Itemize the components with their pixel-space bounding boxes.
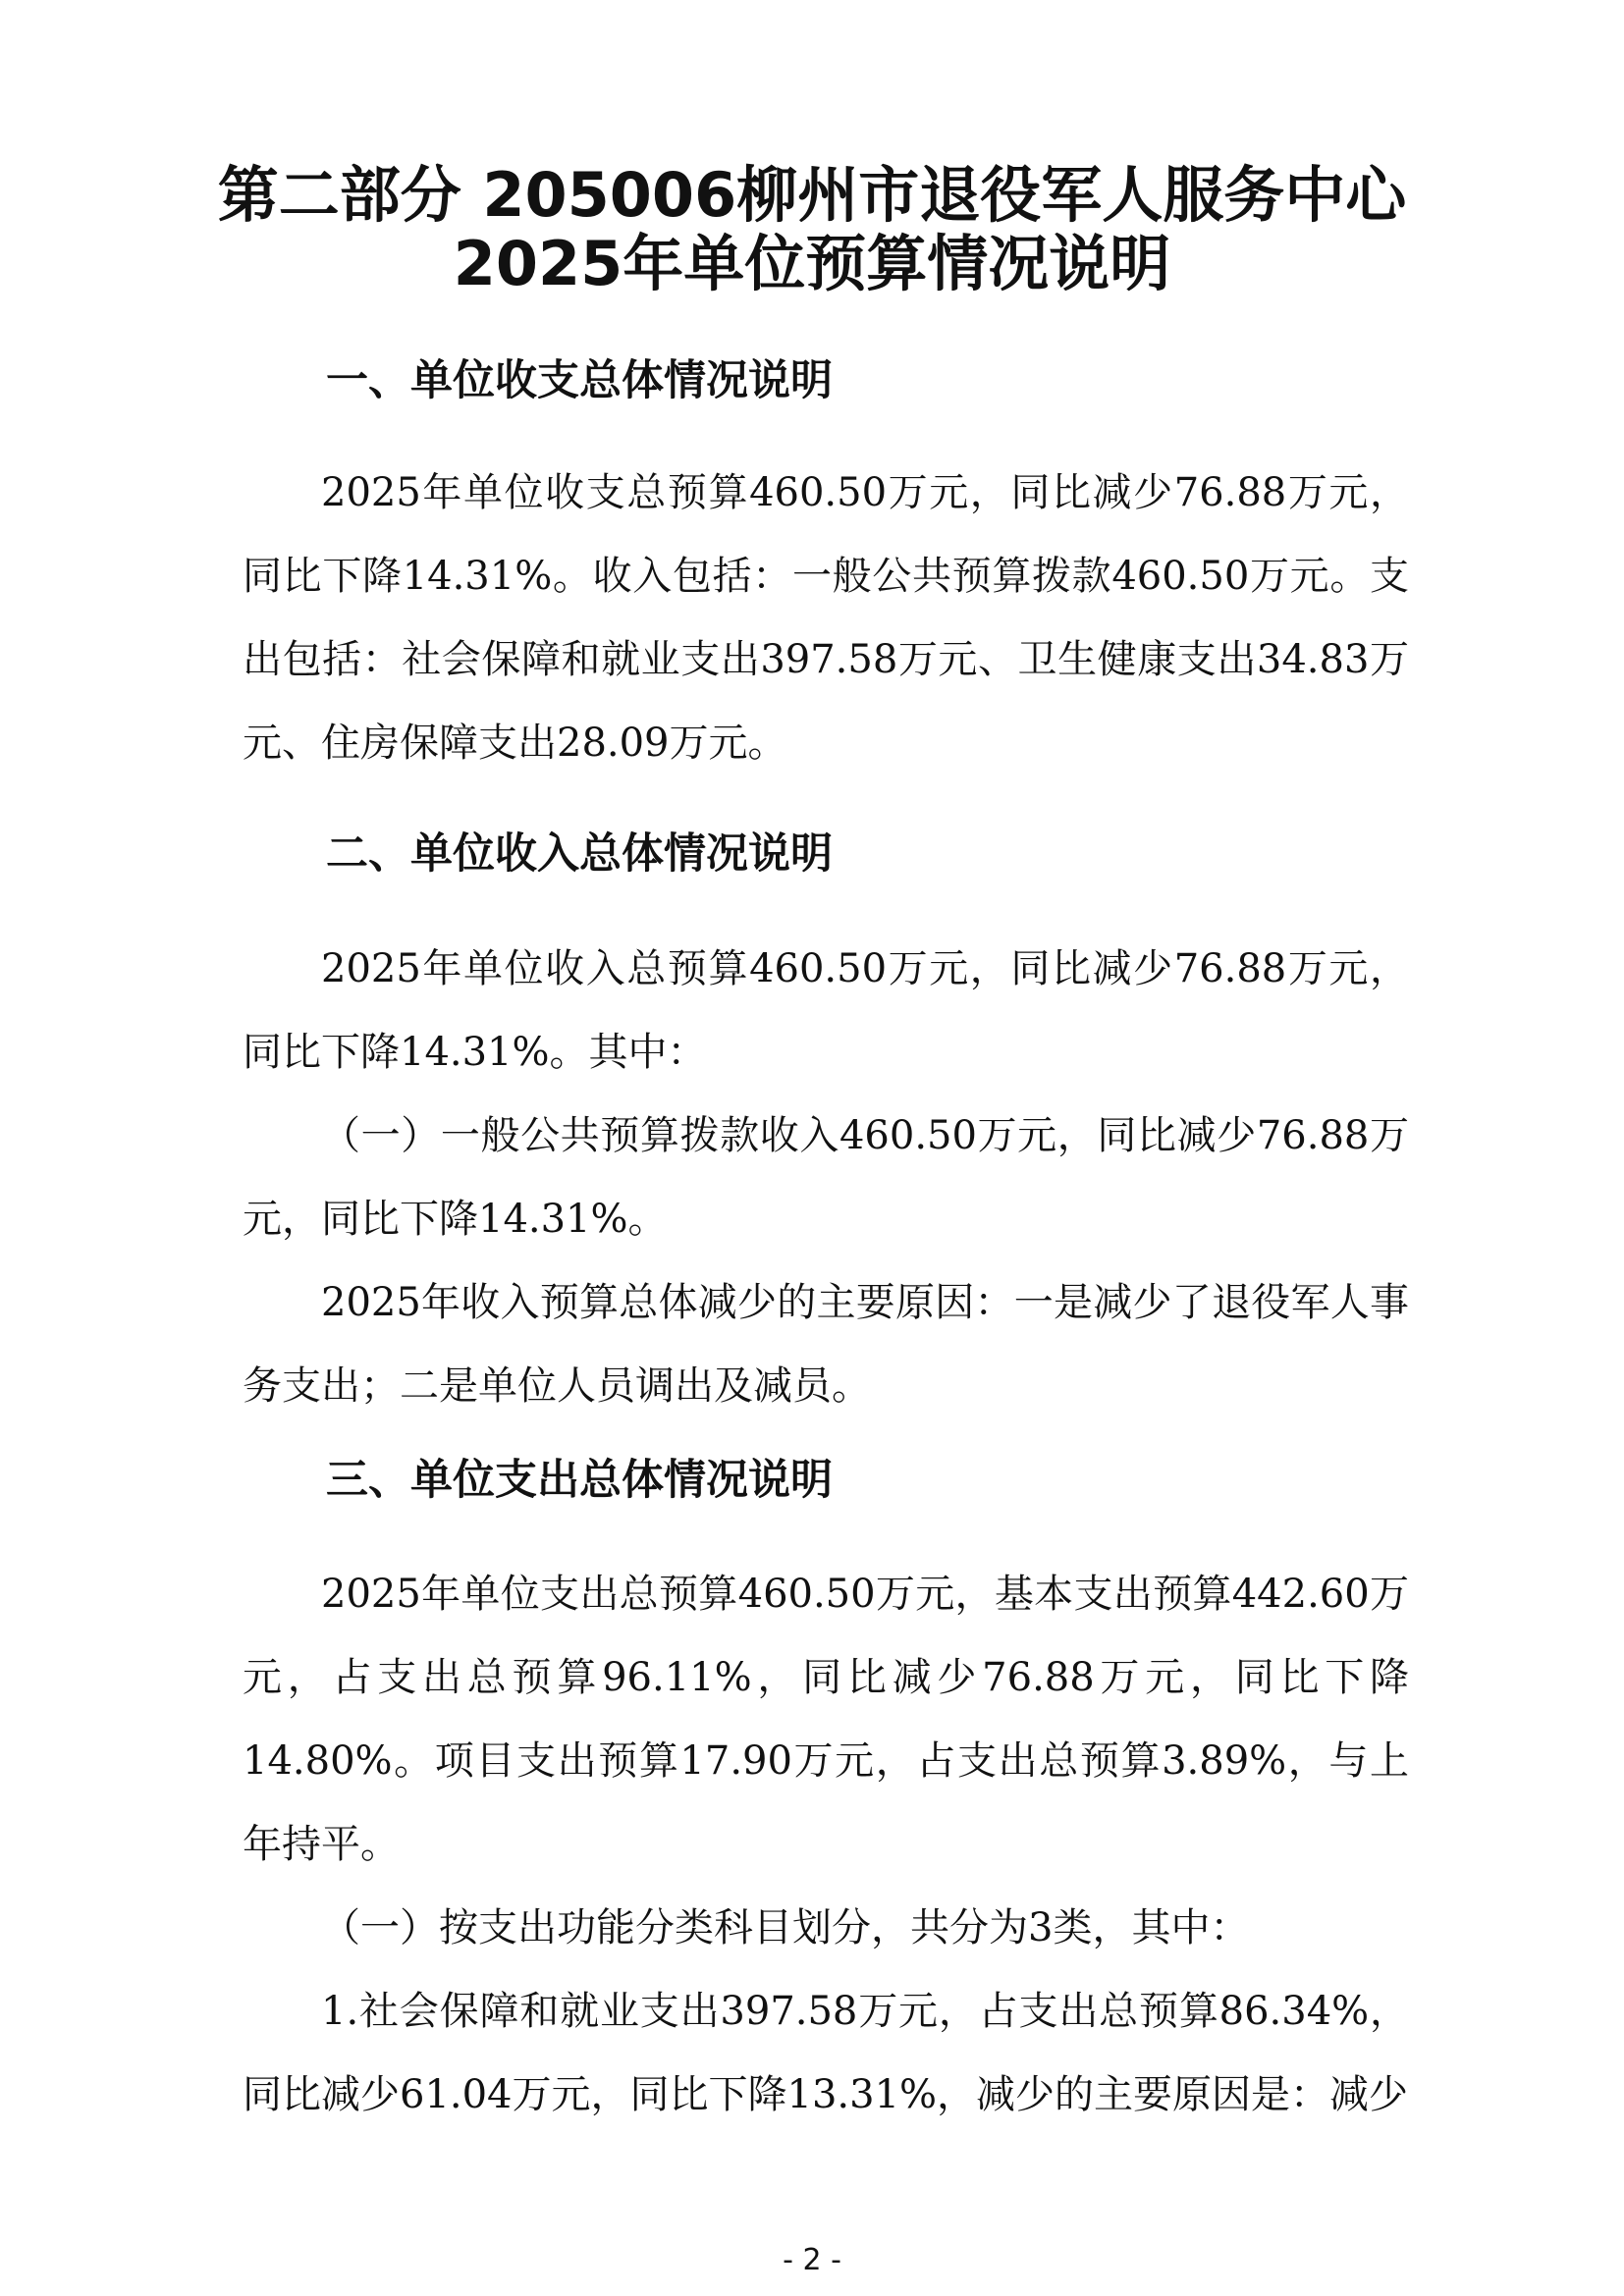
section-2-paragraph-2: （一）一般公共预算拨款收入460.50万元，同比减少76.88万元，同比下降14.31%。 xyxy=(243,1113,1409,1242)
section-3-paragraph-3: 1.社会保障和就业支出397.58万元，占支出总预算86.34%，同比减少61.04万元，同比下降13.31%，减少的主要原因是：减少 xyxy=(243,1989,1409,2117)
section-2-paragraph-1: 2025年单位收入总预算460.50万元，同比减少76.88万元，同比下降14.31%。其中： xyxy=(243,946,1409,1075)
section-2-heading: 二、单位收入总体情况说明 xyxy=(326,829,833,879)
section-1-paragraph-1: 2025年单位收支总预算460.50万元，同比减少76.88万元，同比下降14.31%。收入包括：一般公共预算拨款460.50万元。支出包括：社会保障和就业支出397.58万元、卫生健康支出34.83万元、住房保障支出28.09万元。 xyxy=(243,470,1409,766)
section-3-paragraph-1: 2025年单位支出总预算460.50万元，基本支出预算442.60万元，占支出总预算96.11%，同比减少76.88万元，同比下降14.80%。项目支出预算17.90万元，占支出总预算3.89%，与上年持平。 xyxy=(243,1572,1409,1867)
section-3-paragraph-2: （一）按支出功能分类科目划分，共分为3类，其中： xyxy=(321,1905,1250,1950)
document-title-line-1: 第二部分 205006柳州市退役军人服务中心 xyxy=(217,159,1407,231)
page-number: - 2 - xyxy=(783,2243,841,2277)
section-3-heading: 三、单位支出总体情况说明 xyxy=(326,1456,833,1505)
section-1-heading: 一、单位收支总体情况说明 xyxy=(326,356,833,405)
document-title-line-2: 2025年单位预算情况说明 xyxy=(453,228,1171,299)
section-2-paragraph-3: 2025年收入预算总体减少的主要原因：一是减少了退役军人事务支出；二是单位人员调出及减员。 xyxy=(243,1280,1409,1409)
